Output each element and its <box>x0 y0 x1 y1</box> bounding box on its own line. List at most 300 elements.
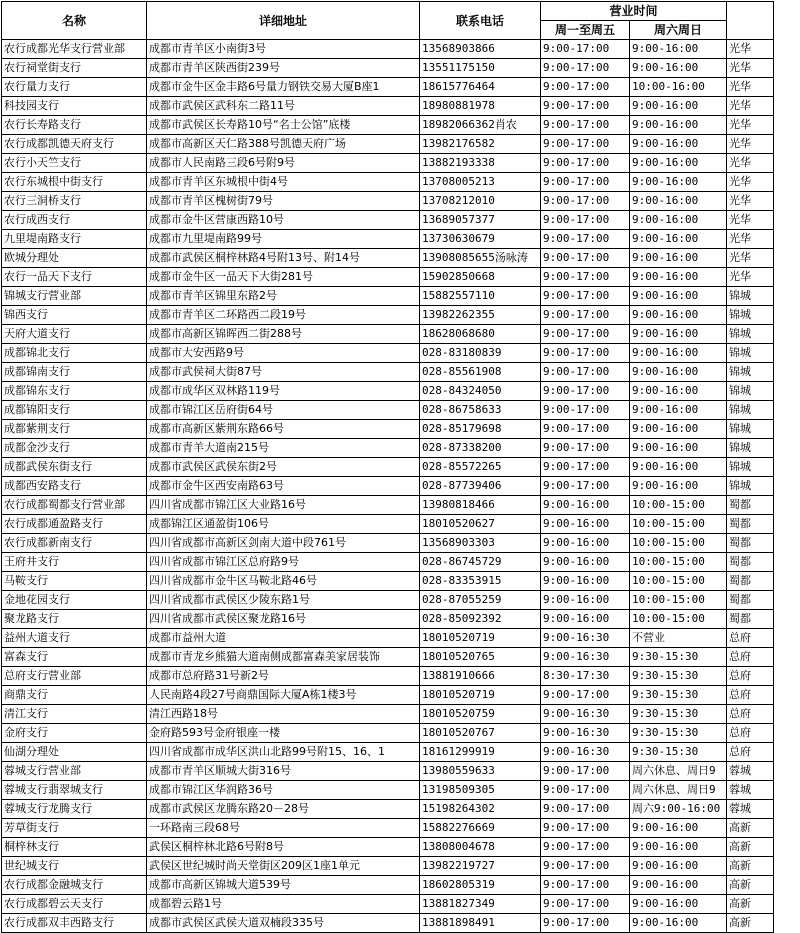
weekend-hours-cell: 9:00-16:00 <box>630 40 727 59</box>
weekend-hours-cell: 周六9:00-16:00 <box>630 800 727 819</box>
phone-cell: 028-85092392 <box>420 610 541 629</box>
address-cell: 成都市锦江区岳府街64号 <box>147 401 420 420</box>
address-cell: 成都市成华区双林路119号 <box>147 382 420 401</box>
header-hours: 营业时间 <box>541 2 727 21</box>
weekend-hours-cell: 10:00-15:00 <box>630 534 727 553</box>
header-phone: 联系电话 <box>420 2 541 40</box>
phone-cell: 028-86758633 <box>420 401 541 420</box>
weekday-hours-cell: 9:00-16:30 <box>541 705 630 724</box>
weekend-hours-cell: 9:00-16:00 <box>630 401 727 420</box>
weekday-hours-cell: 9:00-17:00 <box>541 211 630 230</box>
branch-name-cell: 农行长寿路支行 <box>2 116 147 135</box>
address-cell: 武侯区世纪城时尚天堂街区209区1座1单元 <box>147 857 420 876</box>
weekend-hours-cell: 9:00-16:00 <box>630 857 727 876</box>
table-row <box>2 306 774 325</box>
weekday-hours-cell: 9:00-16:30 <box>541 724 630 743</box>
address-cell: 成都市金牛区西安南路63号 <box>147 477 420 496</box>
weekend-hours-cell: 9:00-16:00 <box>630 458 727 477</box>
weekend-hours-cell: 10:00-15:00 <box>630 610 727 629</box>
table-row <box>2 610 774 629</box>
weekend-hours-cell: 10:00-16:00 <box>630 78 727 97</box>
phone-cell: 028-85179698 <box>420 420 541 439</box>
table-row <box>2 857 774 876</box>
address-cell: 人民南路4段27号商鼎国际大厦A栋1楼3号 <box>147 686 420 705</box>
branch-name-cell: 成都武侯东街支行 <box>2 458 147 477</box>
weekend-hours-cell: 不营业 <box>630 629 727 648</box>
branch-name-cell: 农行成都通盈路支行 <box>2 515 147 534</box>
weekday-hours-cell: 9:00-17:00 <box>541 762 630 781</box>
table-row <box>2 686 774 705</box>
branch-name-cell: 富森支行 <box>2 648 147 667</box>
address-cell: 成都市武侯祠大街87号 <box>147 363 420 382</box>
phone-cell: 13982176582 <box>420 135 541 154</box>
weekend-hours-cell: 9:00-16:00 <box>630 420 727 439</box>
branch-name-cell: 成都西安路支行 <box>2 477 147 496</box>
region-cell: 光华 <box>727 40 774 59</box>
region-cell: 蓉城 <box>727 800 774 819</box>
region-cell: 蜀都 <box>727 553 774 572</box>
header-weekend: 周六周日 <box>630 21 727 40</box>
weekday-hours-cell: 9:00-17:00 <box>541 876 630 895</box>
region-cell: 总府 <box>727 686 774 705</box>
weekday-hours-cell: 9:00-16:00 <box>541 553 630 572</box>
weekend-hours-cell: 9:00-16:00 <box>630 895 727 914</box>
branch-name-cell: 农行三洞桥支行 <box>2 192 147 211</box>
weekday-hours-cell: 9:00-17:00 <box>541 173 630 192</box>
address-cell: 成都锦江区通盈街106号 <box>147 515 420 534</box>
table-body <box>2 40 774 933</box>
weekday-hours-cell: 9:00-17:00 <box>541 477 630 496</box>
phone-cell: 18980881978 <box>420 97 541 116</box>
region-cell: 锦城 <box>727 439 774 458</box>
branch-name-cell: 芳草街支行 <box>2 819 147 838</box>
phone-cell: 13882193338 <box>420 154 541 173</box>
phone-cell: 028-87338200 <box>420 439 541 458</box>
weekday-hours-cell: 9:00-17:00 <box>541 268 630 287</box>
weekend-hours-cell: 周六休息、周日9 <box>630 781 727 800</box>
region-cell: 锦城 <box>727 306 774 325</box>
address-cell: 武侯区桐梓林北路6号附8号 <box>147 838 420 857</box>
region-cell: 蜀都 <box>727 515 774 534</box>
address-cell: 四川省成都市武侯区少陵东路1号 <box>147 591 420 610</box>
branch-name-cell: 天府大道支行 <box>2 325 147 344</box>
table-row <box>2 268 774 287</box>
branch-name-cell: 金府支行 <box>2 724 147 743</box>
phone-cell: 028-83353915 <box>420 572 541 591</box>
address-cell: 成都碧云路1号 <box>147 895 420 914</box>
weekend-hours-cell: 9:00-16:00 <box>630 135 727 154</box>
weekday-hours-cell: 9:00-17:00 <box>541 97 630 116</box>
phone-cell: 18010520719 <box>420 686 541 705</box>
branch-table <box>1 1 774 933</box>
region-cell: 总府 <box>727 648 774 667</box>
branch-name-cell: 农行成都碧云天支行 <box>2 895 147 914</box>
branch-name-cell: 马鞍支行 <box>2 572 147 591</box>
weekday-hours-cell: 9:00-17:00 <box>541 287 630 306</box>
address-cell: 四川省成都市锦江区总府路9号 <box>147 553 420 572</box>
address-cell: 成都市青羊区槐树街79号 <box>147 192 420 211</box>
region-cell: 高新 <box>727 914 774 933</box>
table-row <box>2 553 774 572</box>
branch-name-cell: 农行成都凯德天府支行 <box>2 135 147 154</box>
branch-name-cell: 成都金沙支行 <box>2 439 147 458</box>
weekend-hours-cell: 9:00-16:00 <box>630 325 727 344</box>
branch-name-cell: 科技园支行 <box>2 97 147 116</box>
region-cell: 锦城 <box>727 382 774 401</box>
branch-name-cell: 农行成都新南支行 <box>2 534 147 553</box>
table-row <box>2 173 774 192</box>
branch-name-cell: 农行东城根中街支行 <box>2 173 147 192</box>
branch-name-cell: 农行成都双丰西路支行 <box>2 914 147 933</box>
weekend-hours-cell: 9:00-16:00 <box>630 116 727 135</box>
table-row <box>2 477 774 496</box>
branch-name-cell: 成都锦北支行 <box>2 344 147 363</box>
address-cell: 四川省成都市成华区洪山北路99号附15、16、1 <box>147 743 420 762</box>
region-cell: 光华 <box>727 192 774 211</box>
address-cell: 成都市武侯区桐梓林路4号附13号、附14号 <box>147 249 420 268</box>
address-cell: 成都市武侯区长寿路10号“名士公馆”底楼 <box>147 116 420 135</box>
weekday-hours-cell: 9:00-17:00 <box>541 401 630 420</box>
branch-name-cell: 仙湖分理处 <box>2 743 147 762</box>
branch-name-cell: 锦西支行 <box>2 306 147 325</box>
weekday-hours-cell: 9:00-17:00 <box>541 344 630 363</box>
table-row <box>2 572 774 591</box>
weekday-hours-cell: 9:00-17:00 <box>541 40 630 59</box>
region-cell: 总府 <box>727 629 774 648</box>
branch-name-cell: 农行小天竺支行 <box>2 154 147 173</box>
weekday-hours-cell: 9:00-17:00 <box>541 363 630 382</box>
address-cell: 成都市武侯区武侯东街2号 <box>147 458 420 477</box>
weekend-hours-cell: 9:00-16:00 <box>630 173 727 192</box>
weekend-hours-cell: 9:00-16:00 <box>630 876 727 895</box>
weekday-hours-cell: 9:00-17:00 <box>541 382 630 401</box>
weekend-hours-cell: 9:00-16:00 <box>630 306 727 325</box>
region-cell: 蜀都 <box>727 610 774 629</box>
header-region <box>727 2 774 40</box>
branch-name-cell: 农行量力支行 <box>2 78 147 97</box>
address-cell: 成都市高新区紫荆东路66号 <box>147 420 420 439</box>
weekday-hours-cell: 9:00-17:00 <box>541 819 630 838</box>
phone-cell: 18010520719 <box>420 629 541 648</box>
region-cell: 总府 <box>727 667 774 686</box>
region-cell: 高新 <box>727 876 774 895</box>
phone-cell: 028-87055259 <box>420 591 541 610</box>
weekend-hours-cell: 10:00-15:00 <box>630 515 727 534</box>
branch-name-cell: 蓉城支行龙腾支行 <box>2 800 147 819</box>
region-cell: 锦城 <box>727 325 774 344</box>
phone-cell: 028-83180839 <box>420 344 541 363</box>
address-cell: 四川省成都市金牛区马鞍北路46号 <box>147 572 420 591</box>
weekday-hours-cell: 9:00-16:30 <box>541 743 630 762</box>
branch-name-cell: 蓉城支行翡翠城支行 <box>2 781 147 800</box>
phone-cell: 13982219727 <box>420 857 541 876</box>
branch-name-cell: 蓉城支行营业部 <box>2 762 147 781</box>
table-row <box>2 78 774 97</box>
region-cell: 蓉城 <box>727 762 774 781</box>
table-row <box>2 401 774 420</box>
table-row <box>2 648 774 667</box>
weekend-hours-cell: 9:00-16:00 <box>630 344 727 363</box>
address-cell: 成都市青羊区二环路西二段19号 <box>147 306 420 325</box>
branch-name-cell: 聚龙路支行 <box>2 610 147 629</box>
phone-cell: 13881910666 <box>420 667 541 686</box>
weekend-hours-cell: 10:00-15:00 <box>630 496 727 515</box>
address-cell: 成都市金牛区一品天下大街281号 <box>147 268 420 287</box>
table-row <box>2 743 774 762</box>
region-cell: 锦城 <box>727 363 774 382</box>
branch-name-cell: 成都锦东支行 <box>2 382 147 401</box>
weekend-hours-cell: 9:30-15:30 <box>630 705 727 724</box>
phone-cell: 028-85561908 <box>420 363 541 382</box>
address-cell: 四川省成都市锦江区大业路16号 <box>147 496 420 515</box>
phone-cell: 18628068680 <box>420 325 541 344</box>
weekend-hours-cell: 9:00-16:00 <box>630 363 727 382</box>
table-row <box>2 40 774 59</box>
address-cell: 四川省成都市武侯区聚龙路16号 <box>147 610 420 629</box>
address-cell: 成都市青羊大道南215号 <box>147 439 420 458</box>
header-address: 详细地址 <box>147 2 420 40</box>
weekday-hours-cell: 9:00-17:00 <box>541 230 630 249</box>
branch-name-cell: 农行祠堂街支行 <box>2 59 147 78</box>
branch-name-cell: 益州大道支行 <box>2 629 147 648</box>
table-row <box>2 363 774 382</box>
table-row <box>2 895 774 914</box>
region-cell: 光华 <box>727 211 774 230</box>
table-row <box>2 59 774 78</box>
address-cell: 成都市总府路31号新2号 <box>147 667 420 686</box>
table-row <box>2 116 774 135</box>
weekend-hours-cell: 9:00-16:00 <box>630 249 727 268</box>
table-row <box>2 458 774 477</box>
weekend-hours-cell: 9:00-16:00 <box>630 59 727 78</box>
table-row <box>2 705 774 724</box>
weekday-hours-cell: 9:00-17:00 <box>541 458 630 477</box>
phone-cell: 13982262355 <box>420 306 541 325</box>
weekend-hours-cell: 9:30-15:30 <box>630 667 727 686</box>
region-cell: 光华 <box>727 230 774 249</box>
region-cell: 锦城 <box>727 401 774 420</box>
weekend-hours-cell: 周六休息、周日9 <box>630 762 727 781</box>
weekday-hours-cell: 9:00-16:00 <box>541 496 630 515</box>
region-cell: 总府 <box>727 724 774 743</box>
weekday-hours-cell: 9:00-16:00 <box>541 534 630 553</box>
weekday-hours-cell: 9:00-17:00 <box>541 781 630 800</box>
weekday-hours-cell: 9:00-16:00 <box>541 515 630 534</box>
table-row <box>2 800 774 819</box>
region-cell: 锦城 <box>727 420 774 439</box>
branch-name-cell: 成都锦阳支行 <box>2 401 147 420</box>
weekend-hours-cell: 9:00-16:00 <box>630 287 727 306</box>
weekend-hours-cell: 9:00-16:00 <box>630 268 727 287</box>
branch-name-cell: 欧城分理处 <box>2 249 147 268</box>
region-cell: 高新 <box>727 838 774 857</box>
weekday-hours-cell: 9:00-16:00 <box>541 591 630 610</box>
address-cell: 成都市益州大道 <box>147 629 420 648</box>
table-row <box>2 287 774 306</box>
address-cell: 成都市大安西路9号 <box>147 344 420 363</box>
table-row <box>2 819 774 838</box>
address-cell: 成都市金牛区金丰路6号量力钢铁交易大厦B座1 <box>147 78 420 97</box>
table-row <box>2 496 774 515</box>
table-row <box>2 135 774 154</box>
region-cell: 光华 <box>727 135 774 154</box>
region-cell: 锦城 <box>727 458 774 477</box>
phone-cell: 028-87739406 <box>420 477 541 496</box>
table-row <box>2 667 774 686</box>
phone-cell: 13568903303 <box>420 534 541 553</box>
table-header <box>2 2 774 40</box>
table-row <box>2 211 774 230</box>
header-name: 名称 <box>2 2 147 40</box>
weekend-hours-cell: 9:00-16:00 <box>630 192 727 211</box>
address-cell: 成都市九里堤南路99号 <box>147 230 420 249</box>
weekday-hours-cell: 9:00-17:00 <box>541 439 630 458</box>
table-row <box>2 724 774 743</box>
weekday-hours-cell: 9:00-17:00 <box>541 249 630 268</box>
phone-cell: 18010520759 <box>420 705 541 724</box>
branch-name-cell: 锦城支行营业部 <box>2 287 147 306</box>
branch-name-cell: 成都紫荆支行 <box>2 420 147 439</box>
weekday-hours-cell: 9:00-17:00 <box>541 800 630 819</box>
region-cell: 光华 <box>727 97 774 116</box>
branch-name-cell: 农行成西支行 <box>2 211 147 230</box>
region-cell: 蓉城 <box>727 781 774 800</box>
weekend-hours-cell: 9:00-16:00 <box>630 211 727 230</box>
table-row <box>2 420 774 439</box>
region-cell: 光华 <box>727 59 774 78</box>
address-cell: 成都市人民南路三段6号附9号 <box>147 154 420 173</box>
phone-cell: 13908085655汤咏涛 <box>420 249 541 268</box>
phone-cell: 18615776464 <box>420 78 541 97</box>
phone-cell: 028-84324050 <box>420 382 541 401</box>
weekend-hours-cell: 9:00-16:00 <box>630 477 727 496</box>
weekend-hours-cell: 9:00-16:00 <box>630 439 727 458</box>
weekend-hours-cell: 9:30-15:30 <box>630 648 727 667</box>
phone-cell: 13551175150 <box>420 59 541 78</box>
table-row <box>2 914 774 933</box>
weekday-hours-cell: 9:00-17:00 <box>541 857 630 876</box>
phone-cell: 13568903866 <box>420 40 541 59</box>
weekday-hours-cell: 9:00-17:00 <box>541 192 630 211</box>
phone-cell: 18010520767 <box>420 724 541 743</box>
weekend-hours-cell: 10:00-15:00 <box>630 572 727 591</box>
phone-cell: 13689057377 <box>420 211 541 230</box>
weekday-hours-cell: 9:00-17:00 <box>541 914 630 933</box>
branch-name-cell: 总府支行营业部 <box>2 667 147 686</box>
address-cell: 成都市高新区锦城大道539号 <box>147 876 420 895</box>
weekday-hours-cell: 9:00-17:00 <box>541 116 630 135</box>
phone-cell: 18982066362肖农 <box>420 116 541 135</box>
weekday-hours-cell: 9:00-17:00 <box>541 78 630 97</box>
branch-name-cell: 农行一品天下支行 <box>2 268 147 287</box>
table-row <box>2 838 774 857</box>
table-row <box>2 325 774 344</box>
weekday-hours-cell: 9:00-17:00 <box>541 895 630 914</box>
branch-name-cell: 成都锦南支行 <box>2 363 147 382</box>
region-cell: 锦城 <box>727 477 774 496</box>
table-row <box>2 439 774 458</box>
address-cell: 成都市高新区天仁路388号凯德天府广场 <box>147 135 420 154</box>
address-cell: 成都市青羊区锦里东路2号 <box>147 287 420 306</box>
region-cell: 蜀都 <box>727 534 774 553</box>
table-row <box>2 344 774 363</box>
weekend-hours-cell: 9:00-16:00 <box>630 838 727 857</box>
weekday-hours-cell: 8:30-17:30 <box>541 667 630 686</box>
weekday-hours-cell: 9:00-17:00 <box>541 420 630 439</box>
phone-cell: 13730630679 <box>420 230 541 249</box>
weekday-hours-cell: 9:00-17:00 <box>541 135 630 154</box>
branch-name-cell: 农行成都蜀都支行营业部 <box>2 496 147 515</box>
region-cell: 光华 <box>727 78 774 97</box>
phone-cell: 13881898491 <box>420 914 541 933</box>
address-cell: 成都市青龙乡熊猫大道南侧成都富森美家居装饰 <box>147 648 420 667</box>
phone-cell: 13708212010 <box>420 192 541 211</box>
branch-name-cell: 农行成都金融城支行 <box>2 876 147 895</box>
weekday-hours-cell: 9:00-17:00 <box>541 154 630 173</box>
region-cell: 高新 <box>727 895 774 914</box>
weekday-hours-cell: 9:00-16:00 <box>541 572 630 591</box>
table-row <box>2 249 774 268</box>
weekday-hours-cell: 9:00-17:00 <box>541 59 630 78</box>
region-cell: 光华 <box>727 116 774 135</box>
phone-cell: 028-86745729 <box>420 553 541 572</box>
address-cell: 清江西路18号 <box>147 705 420 724</box>
weekday-hours-cell: 9:00-17:00 <box>541 686 630 705</box>
branch-name-cell: 桐梓林支行 <box>2 838 147 857</box>
weekday-hours-cell: 9:00-16:30 <box>541 648 630 667</box>
phone-cell: 18161299919 <box>420 743 541 762</box>
address-cell: 成都市金牛区营康西路10号 <box>147 211 420 230</box>
table-row <box>2 192 774 211</box>
weekend-hours-cell: 9:00-16:00 <box>630 914 727 933</box>
weekend-hours-cell: 10:00-15:00 <box>630 591 727 610</box>
region-cell: 蜀都 <box>727 572 774 591</box>
address-cell: 四川省成都市高新区剑南大道中段761号 <box>147 534 420 553</box>
weekday-hours-cell: 9:00-16:30 <box>541 629 630 648</box>
weekend-hours-cell: 9:30-15:30 <box>630 724 727 743</box>
phone-cell: 18602805319 <box>420 876 541 895</box>
region-cell: 蜀都 <box>727 591 774 610</box>
table-row <box>2 534 774 553</box>
table-row <box>2 230 774 249</box>
region-cell: 光华 <box>727 154 774 173</box>
phone-cell: 15882557110 <box>420 287 541 306</box>
branch-name-cell: 世纪城支行 <box>2 857 147 876</box>
table-row <box>2 591 774 610</box>
branch-name-cell: 王府井支行 <box>2 553 147 572</box>
phone-cell: 18010520627 <box>420 515 541 534</box>
region-cell: 总府 <box>727 705 774 724</box>
weekday-hours-cell: 9:00-17:00 <box>541 306 630 325</box>
phone-cell: 028-85572265 <box>420 458 541 477</box>
phone-cell: 15902850668 <box>420 268 541 287</box>
region-cell: 锦城 <box>727 344 774 363</box>
address-cell: 成都市青羊区陕西街239号 <box>147 59 420 78</box>
phone-cell: 15198264302 <box>420 800 541 819</box>
branch-name-cell: 金地花园支行 <box>2 591 147 610</box>
phone-cell: 13708005213 <box>420 173 541 192</box>
address-cell: 金府路593号金府银座一楼 <box>147 724 420 743</box>
weekday-hours-cell: 9:00-17:00 <box>541 838 630 857</box>
region-cell: 高新 <box>727 857 774 876</box>
phone-cell: 13198509305 <box>420 781 541 800</box>
phone-cell: 13980559633 <box>420 762 541 781</box>
table-row <box>2 382 774 401</box>
phone-cell: 13881827349 <box>420 895 541 914</box>
region-cell: 光华 <box>727 268 774 287</box>
branch-name-cell: 商鼎支行 <box>2 686 147 705</box>
weekend-hours-cell: 9:00-16:00 <box>630 819 727 838</box>
